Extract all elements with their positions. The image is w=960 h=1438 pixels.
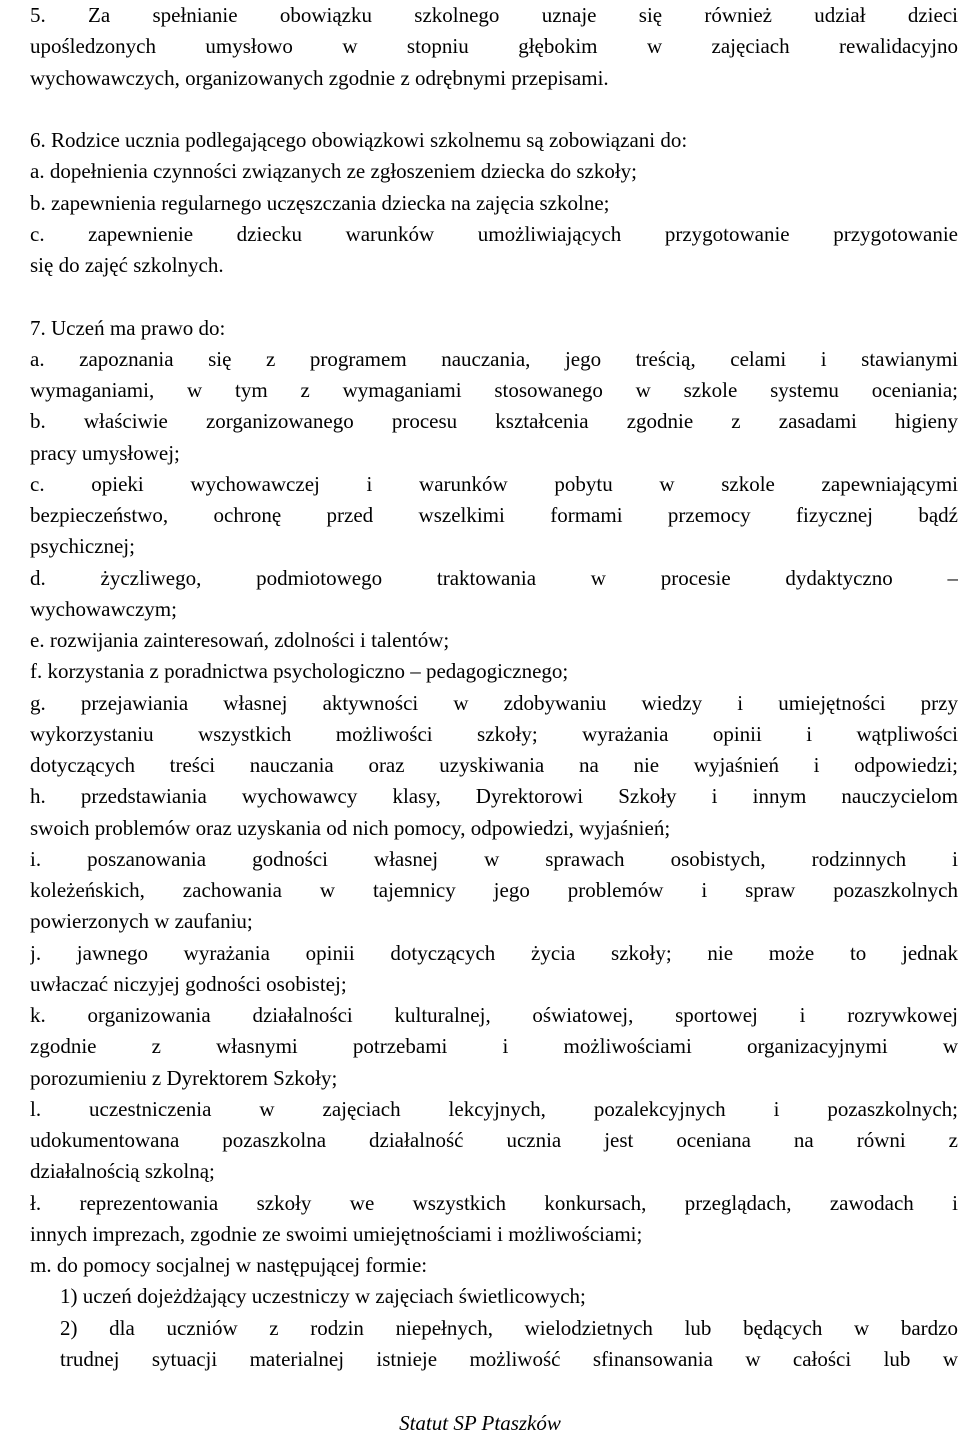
blank-line <box>30 94 958 125</box>
text-line: m. do pomocy socjalnej w następującej formie: <box>30 1253 428 1277</box>
text-line: psychicznej; <box>30 534 135 559</box>
text-line: udokumentowana pozaszkolna działalność ucznia jest oceniana na równi z <box>30 1128 958 1152</box>
blank-line <box>30 281 958 312</box>
text-line: porozumieniu z Dyrektorem Szkoły; <box>30 1065 338 1090</box>
text-line: koleżeńskich, zachowania w tajemnicy jego problemów i spraw pozaszkolnych <box>30 878 958 902</box>
text-line: się do zajęć szkolnych. <box>30 253 224 277</box>
text-line: wymaganiami, w tym z wymaganiami stosowanego w szkole systemu oceniania; <box>30 378 958 402</box>
text-line: 7. Uczeń ma prawo do: <box>30 315 226 340</box>
text-line: wykorzystaniu wszystkich możliwości szkoły; wyrażania opinii i wątpliwości <box>30 721 958 746</box>
text-line: b. zapewnienia regularnego uczęszczania dziecka na zajęcia szkolne; <box>30 190 610 215</box>
text-line: ł. reprezentowania szkoły we wszystkich konkursach, przeglądach, zawodach i <box>30 1190 958 1215</box>
page-footer: Statut SP Ptaszków <box>399 1411 561 1435</box>
text-line: wychowawczych, organizowanych zgodnie z odrębnymi przepisami. <box>30 65 609 90</box>
text-line: bezpieczeństwo, ochronę przed wszelkimi formami przemocy fizycznej bądź <box>30 503 958 527</box>
text-line: a. dopełnienia czynności związanych ze zgłoszeniem dziecka do szkoły; <box>30 159 637 184</box>
text-line: h. przedstawiania wychowawcy klasy, Dyrektorowi Szkoły i innym nauczycielom <box>30 784 958 809</box>
text-line: f. korzystania z poradnictwa psychologiczno – pedagogicznego; <box>30 659 569 684</box>
text-line: j. jawnego wyrażania opinii dotyczących życia szkoły; nie może to jednak <box>30 940 958 965</box>
text-line: zgodnie z własnymi potrzebami i możliwościami organizacyjnymi w <box>30 1034 958 1059</box>
text-line: g. przejawiania własnej aktywności w zdobywaniu wiedzy i umiejętności przy <box>30 690 958 715</box>
text-line: 5. Za spełnianie obowiązku szkolnego uznaje się również udział dzieci <box>30 3 958 27</box>
text-line: 1) uczeń dojeżdżający uczestniczy w zajęciach świetlicowych; <box>60 1284 586 1309</box>
text-line: k. organizowania działalności kulturalnej, oświatowej, sportowej i rozrywkowej <box>30 1003 958 1027</box>
text-line: trudnej sytuacji materialnej istnieje możliwość sfinansowania w całości lub w <box>60 1346 958 1371</box>
text-line: d. życzliwego, podmiotowego traktowania w procesie dydaktyczno – <box>30 565 958 590</box>
text-line: swoich problemów oraz uzyskania od nich pomocy, odpowiedzi, wyjaśnień; <box>30 815 671 840</box>
text-line: uwłaczać niczyjej godności osobistej; <box>30 971 347 996</box>
text-line: 6. Rodzice ucznia podlegającego obowiązkowi szkolnemu są zobowiązani do: <box>30 128 688 152</box>
text-line: 2) dla uczniów z rodzin niepełnych, wielodzietnych lub będących w bardzo <box>60 1315 958 1340</box>
text-line: l. uczestniczenia w zajęciach lekcyjnych, pozalekcyjnych i pozaszkolnych; <box>30 1096 958 1121</box>
text-line: b. właściwie zorganizowanego procesu kształcenia zgodnie z zasadami higieny <box>30 409 958 434</box>
text-line: c. zapewnienie dziecku warunków umożliwiających przygotowanie przygotowanie <box>30 221 958 246</box>
text-line: i. poszanowania godności własnej w sprawach osobistych, rodzinnych i <box>30 846 958 871</box>
text-line: a. zapoznania się z programem nauczania, jego treścią, celami i stawianymi <box>30 346 958 371</box>
text-line: pracy umysłowej; <box>30 440 180 465</box>
text-line: innych imprezach, zgodnie ze swoimi umiejętnościami i możliwościami; <box>30 1221 643 1246</box>
text-line: dotyczących treści nauczania oraz uzyskiwania na nie wyjaśnień i odpowiedzi; <box>30 753 958 777</box>
text-line: upośledzonych umysłowo w stopniu głębokim w zajęciach rewalidacyjno <box>30 34 958 59</box>
text-line: c. opieki wychowawczej i warunków pobytu w szkole zapewniającymi <box>30 471 958 496</box>
text-line: działalnością szkolną; <box>30 1159 215 1184</box>
text-line: wychowawczym; <box>30 596 177 621</box>
text-line: e. rozwijania zainteresowań, zdolności i talentów; <box>30 628 450 652</box>
text-line: powierzonych w zaufaniu; <box>30 909 253 934</box>
